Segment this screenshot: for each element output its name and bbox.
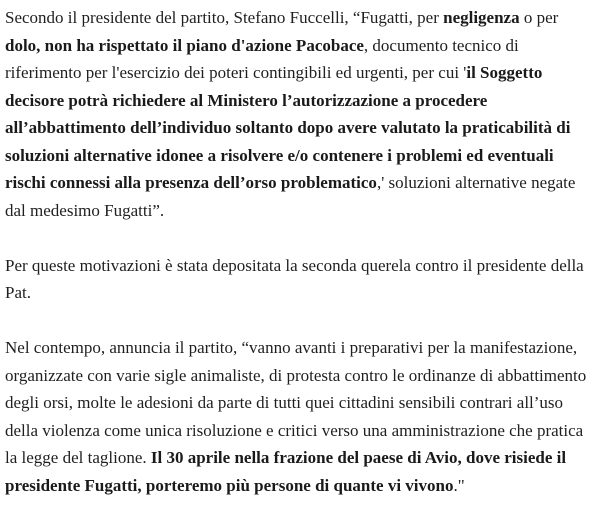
manifestazione-bold: Il 30 aprile nella frazione del paese di Avio, dove risiede il presidente Fugatti, porteremo più persone di quante vi vivono — [5, 448, 567, 495]
statement-text-2: o per — [519, 8, 559, 27]
manifestazione-text-1: Nel contempo, annuncia il partito, “vanno avanti i preparativi per la manifestazione, organizzate con varie sigle animaliste, di protesta contro le ordinanze di abbattimento degli orsi, molte le adesioni da parte di tutti quei cittadini sensibili contrari all’uso della violenza come unica risoluzione e critici verso una amministrazione che pratica la legge del taglione. — [5, 338, 587, 467]
querela-text: Per queste motivazioni è stata depositata la seconda querela contro il presidente della Pat. — [5, 255, 584, 302]
statement-text-3: , documento tecnico di riferimento per l'esercizio dei poteri contingibili ed urgenti, per cui ' — [5, 35, 519, 82]
statement-text-1: Secondo il presidente del partito, Stefano Fuccelli, “Fugatti, per — [5, 8, 444, 27]
statement-bold-dolo: dolo, non ha rispettato il piano d'azione Pacobace — [5, 35, 364, 55]
article-body — [5, 4, 597, 499]
paragraph-statement — [5, 4, 597, 224]
manifestazione-text-2: ." — [453, 475, 465, 495]
paragraph-querela — [5, 252, 597, 307]
statement-bold-negligenza: negligenza — [443, 8, 520, 27]
statement-bold-quote: il Soggetto decisore potrà richiedere al Ministero l’autorizzazione a procedere all’abbattimento dell’individuo soltanto dopo avere valutato la praticabilità di soluzioni alternative idonee a risolvere e/o contenere i problemi ed eventuali rischi connessi alla presenza dell’orso problematico — [5, 63, 571, 192]
paragraph-manifestazione — [5, 334, 597, 499]
statement-text-4: ,' soluzioni alternative negate dal medesimo Fugatti”. — [5, 173, 576, 220]
